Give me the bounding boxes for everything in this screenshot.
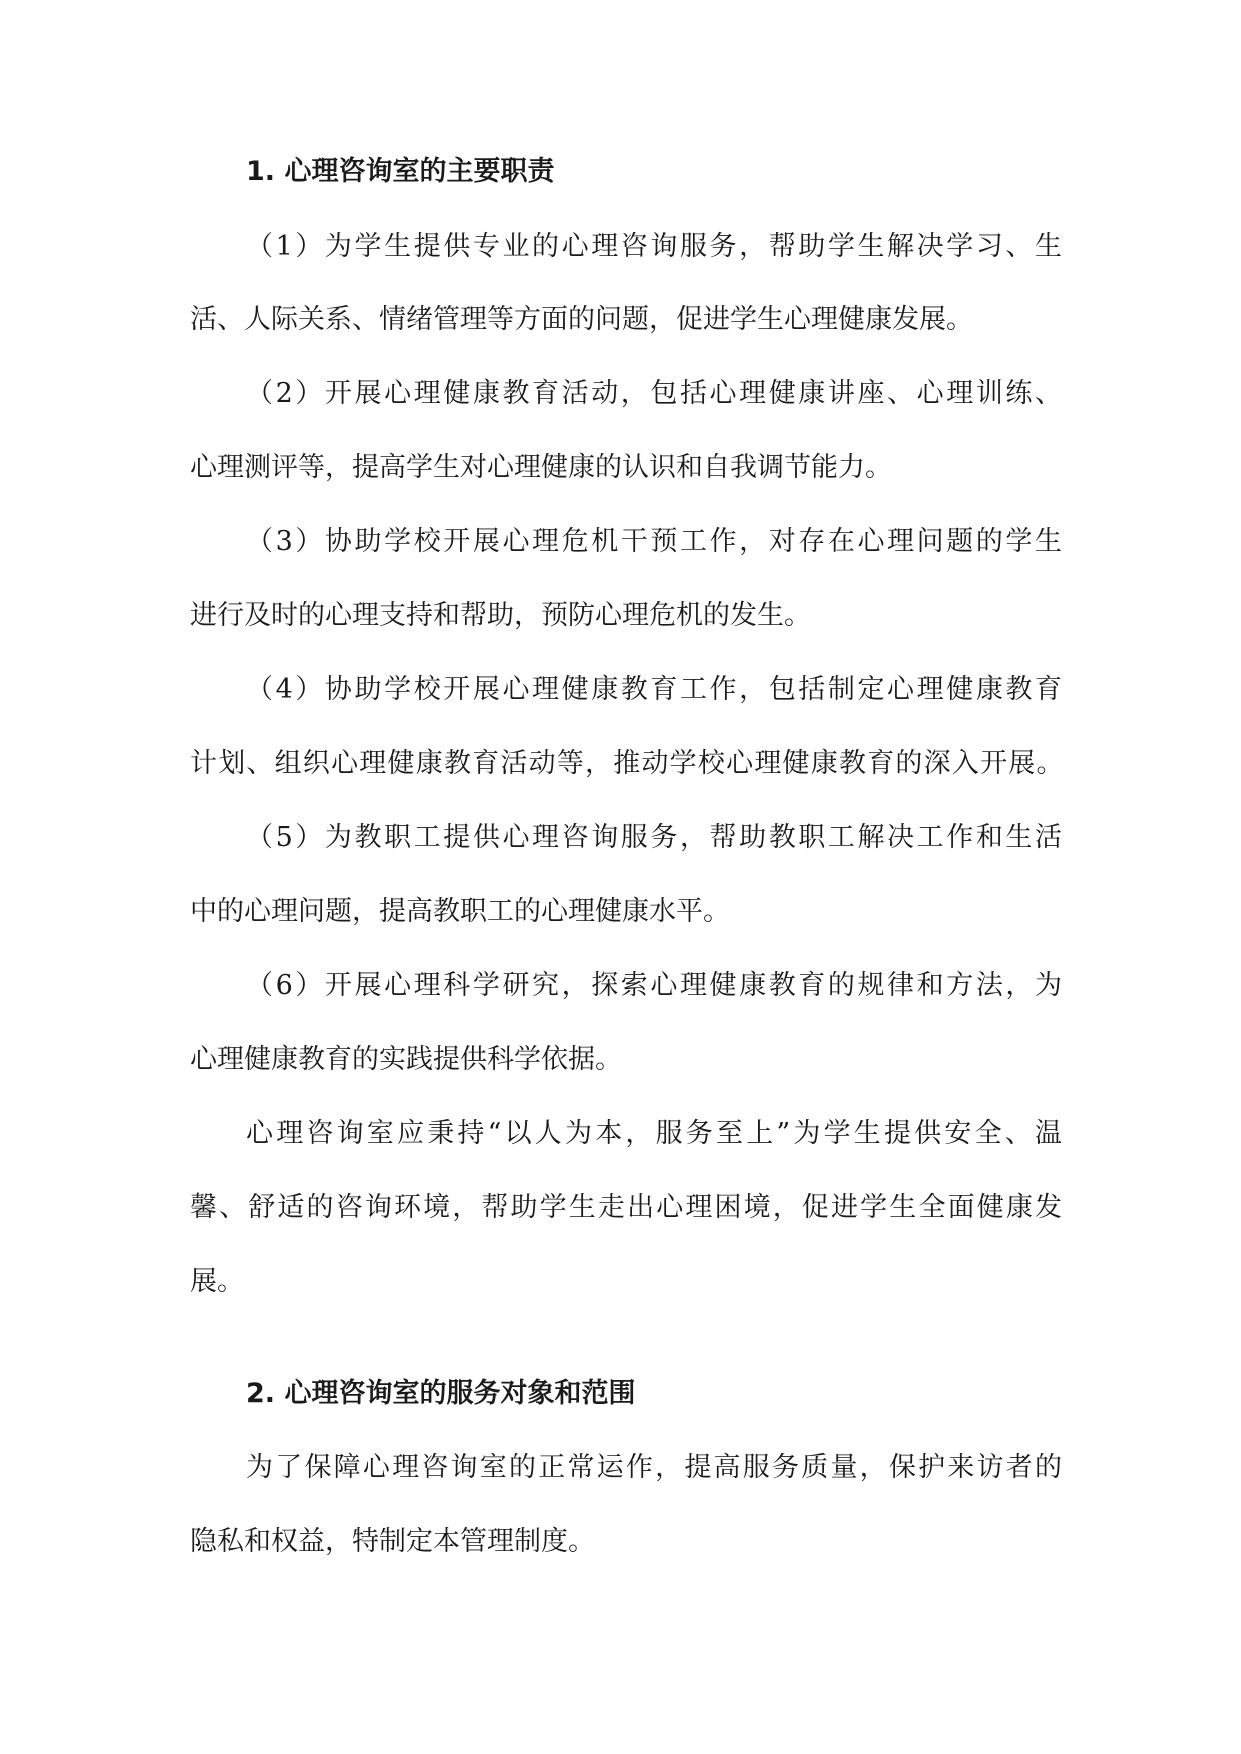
section-heading-1: 1. 心理咨询室的主要职责 [246,156,555,187]
paragraph-line: 心理健康教育的实践提供科学依据。 [190,1044,622,1075]
paragraph-line: 心理咨询室应秉持“以人为本，服务至上”为学生提供安全、温 [246,1118,1062,1149]
paragraph-line: 心理测评等，提高学生对心理健康的认识和自我调节能力。 [190,452,892,483]
paragraph-line: （1）为学生提供专业的心理咨询服务，帮助学生解决学习、生 [246,231,1062,262]
paragraph-line: （3）协助学校开展心理危机干预工作，对存在心理问题的学生 [246,526,1062,557]
paragraph-line: 展。 [190,1266,244,1297]
paragraph-line: 隐私和权益，特制定本管理制度。 [190,1526,595,1557]
paragraph-line: 进行及时的心理支持和帮助，预防心理危机的发生。 [190,600,811,631]
paragraph-line: （6）开展心理科学研究，探索心理健康教育的规律和方法，为 [246,970,1062,1001]
paragraph-line: （2）开展心理健康教育活动，包括心理健康讲座、心理训练、 [246,378,1062,409]
paragraph-line: （4）协助学校开展心理健康教育工作，包括制定心理健康教育 [246,674,1062,705]
section-heading-2: 2. 心理咨询室的服务对象和范围 [246,1378,636,1409]
paragraph-line: 中的心理问题，提高教职工的心理健康水平。 [190,896,730,927]
paragraph-line: 馨、舒适的咨询环境，帮助学生走出心理困境，促进学生全面健康发 [190,1192,1062,1223]
paragraph-line: 为了保障心理咨询室的正常运作，提高服务质量，保护来访者的 [246,1452,1062,1483]
paragraph-line: 活、人际关系、情绪管理等方面的问题，促进学生心理健康发展。 [190,304,973,335]
paragraph-line: （5）为教职工提供心理咨询服务，帮助教职工解决工作和生活 [246,822,1062,853]
paragraph-line: 计划、组织心理健康教育活动等，推动学校心理健康教育的深入开展。 [190,748,1062,779]
